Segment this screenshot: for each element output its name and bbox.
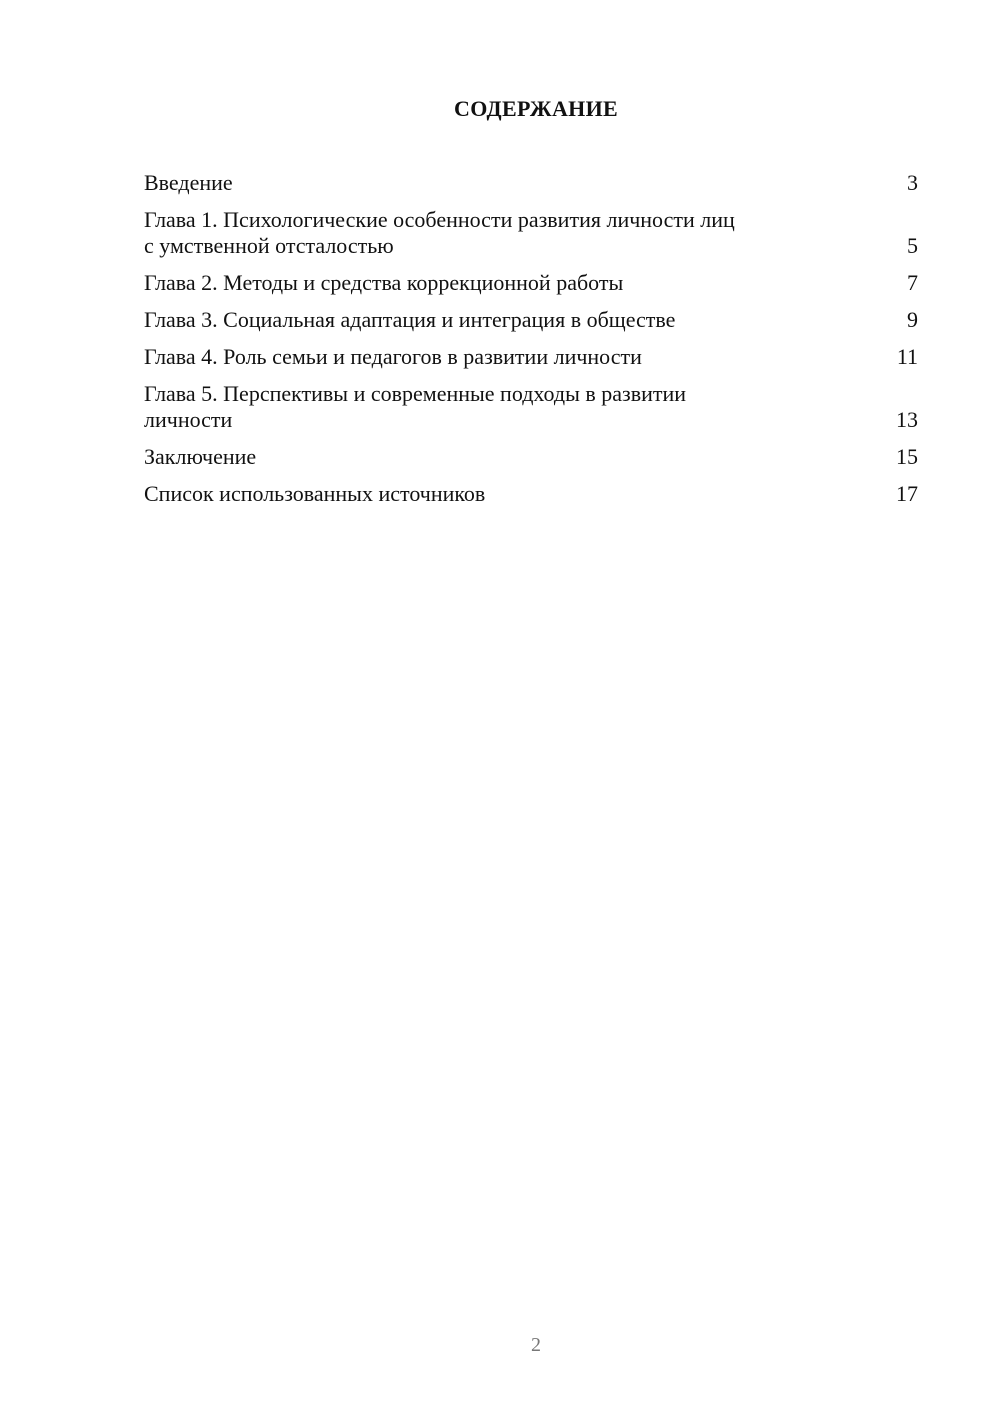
- toc-entry-title: [144, 444, 896, 470]
- toc-entry-title: [144, 270, 907, 296]
- toc-entry-title: [144, 207, 907, 259]
- toc-entry-text: Глава 3. Социальная адаптация и интеграция в обществе: [144, 307, 676, 332]
- toc-entry-text: Список использованных источников: [144, 481, 486, 506]
- toc-entry[interactable]: [144, 381, 918, 433]
- page-title: СОДЕРЖАНИЕ: [454, 96, 618, 121]
- toc-entry-title: [144, 481, 896, 507]
- toc-entry-text: личности: [144, 407, 233, 432]
- toc-entry-title: [144, 307, 907, 333]
- toc-entry-page: 7: [907, 270, 918, 295]
- toc-entry[interactable]: [144, 344, 918, 370]
- toc-entry-text: с умственной отсталостью: [144, 233, 394, 258]
- toc-entry-page: 5: [907, 233, 918, 258]
- toc-entry-title: [144, 344, 897, 370]
- toc-entry[interactable]: [144, 307, 918, 333]
- toc-entry-title: [144, 381, 896, 433]
- toc-entry-page: 17: [896, 481, 918, 506]
- toc-entry-page: 15: [896, 444, 918, 469]
- toc-entry-text: Глава 1. Психологические особенности развития личности лиц: [144, 207, 735, 232]
- toc-entry[interactable]: [144, 444, 918, 470]
- toc-entry-text: Заключение: [144, 444, 257, 469]
- toc-entry[interactable]: [144, 207, 918, 259]
- toc-entry-page: 9: [907, 307, 918, 332]
- toc-entry-page: 11: [896, 344, 918, 369]
- toc-entry-page: 3: [907, 170, 918, 195]
- toc-entry[interactable]: [144, 481, 918, 507]
- toc-entry-title: [144, 170, 907, 196]
- toc-entry-text: Введение: [144, 170, 233, 195]
- toc-entry-text: Глава 5. Перспективы и современные подходы в развитии: [144, 381, 687, 406]
- toc-entry[interactable]: [144, 170, 918, 196]
- toc-entry-page: 13: [896, 407, 918, 432]
- toc-entry[interactable]: [144, 270, 918, 296]
- page-number: 2: [531, 1334, 541, 1356]
- toc-entry-text: Глава 4. Роль семьи и педагогов в развитии личности: [144, 344, 642, 369]
- toc-entry-text: Глава 2. Методы и средства коррекционной работы: [144, 270, 624, 295]
- table-of-contents: [144, 170, 918, 518]
